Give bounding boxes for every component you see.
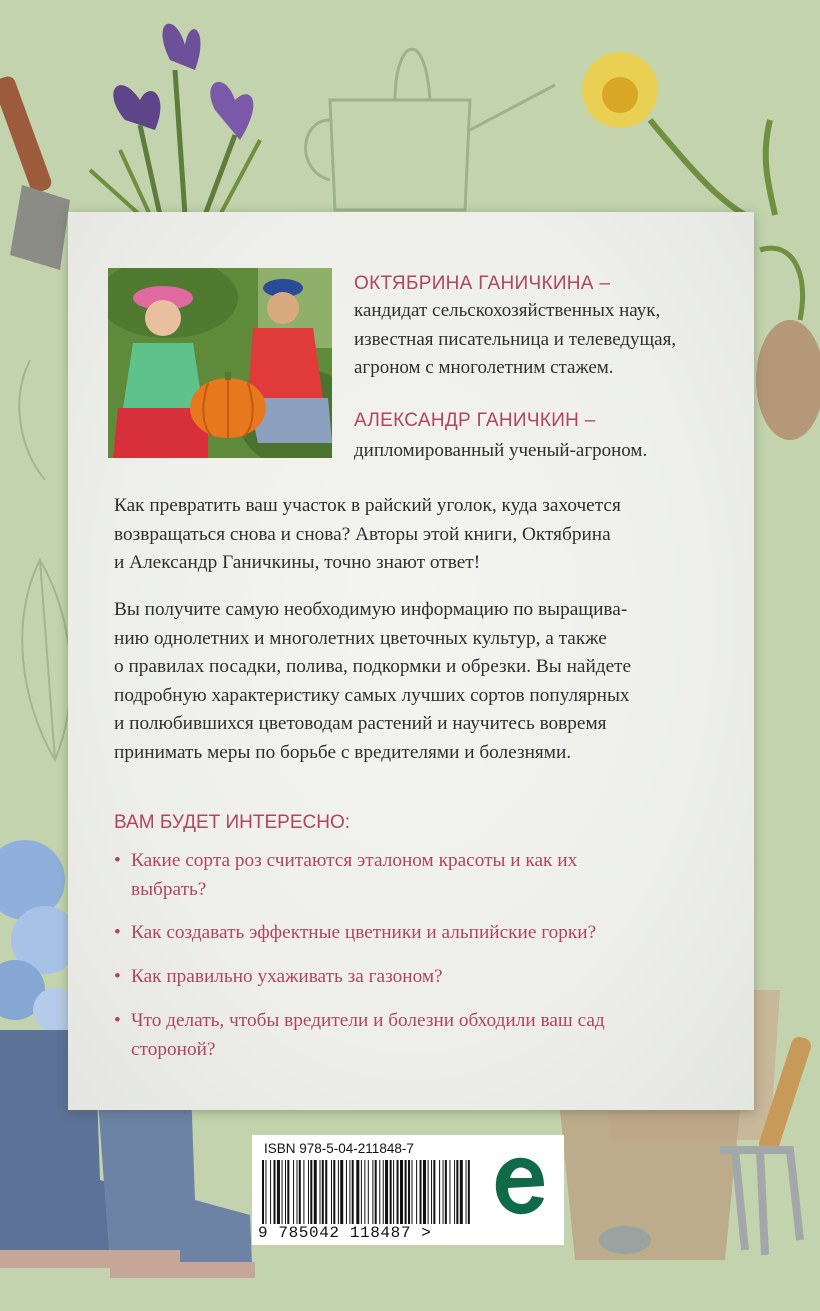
barcode-bar (320, 1160, 321, 1224)
barcode-bar (454, 1160, 455, 1224)
list-item-line: Что делать, чтобы вредители и болезни обходили ваш сад (131, 1010, 605, 1031)
barcode-bar (285, 1160, 286, 1224)
list-item (114, 962, 734, 991)
bullet-icon: • (114, 922, 121, 943)
author-2-line-1: дипломированный ученый-агроном. (354, 440, 648, 461)
barcode-bar (333, 1160, 335, 1224)
barcode-bar (466, 1160, 467, 1224)
barcode-bar (265, 1160, 266, 1224)
barcode-bar (443, 1160, 444, 1224)
intro-paragraph (114, 492, 724, 578)
barcode-bar (331, 1160, 332, 1224)
author-name-1: ОКТЯБРИНА ГАНИЧКИНА – (354, 273, 611, 294)
barcode-bar (340, 1160, 343, 1224)
bulb-icon (756, 248, 820, 440)
barcode-bar (449, 1160, 450, 1224)
barcode-bar (405, 1160, 407, 1224)
barcode-bar (439, 1160, 440, 1224)
barcode-bar (423, 1160, 426, 1224)
list-item-line: выбрать? (131, 879, 207, 900)
barcode-bar (270, 1160, 271, 1224)
barcode-bar (416, 1160, 417, 1224)
barcode-bar (297, 1160, 298, 1224)
intro-line-1: Как превратить ваш участок в райский уголок, куда захочется (114, 495, 621, 516)
barcode-bar (293, 1160, 294, 1224)
barcode-bar (308, 1160, 309, 1224)
watering-can-icon (306, 49, 555, 210)
barcode-bar (431, 1160, 432, 1224)
content-line-6: принимать меры по борьбе с вредителями и болезнями. (114, 741, 572, 763)
list-item (114, 918, 734, 947)
barcode-bar (385, 1160, 388, 1224)
daffodil-icon (582, 52, 775, 215)
barcode-bar (397, 1160, 399, 1224)
barcode-bar (287, 1160, 289, 1224)
barcode-bar (456, 1160, 458, 1224)
barcode-bar (390, 1160, 392, 1224)
barcode-bar (468, 1160, 470, 1224)
content-line-2: нию однолетних и многолетних цветочных культур, а также (114, 627, 607, 649)
barcode-bar (379, 1160, 380, 1224)
isbn-label: ISBN 978-5-04-211848-7 (264, 1141, 414, 1156)
barcode-bar (408, 1160, 410, 1224)
barcode-bar (412, 1160, 413, 1224)
list-item (114, 846, 734, 904)
barcode-bar (428, 1160, 429, 1224)
barcode-bar (372, 1160, 373, 1224)
barcode-bar (383, 1160, 384, 1224)
barcode-bar (375, 1160, 377, 1224)
author-name-2: АЛЕКСАНДР ГАНИЧКИН – (354, 410, 596, 431)
barcode-bar (325, 1160, 327, 1224)
barcode-bar (361, 1160, 362, 1224)
barcode-bar (277, 1160, 280, 1224)
publisher-logo-icon (490, 1152, 550, 1224)
author-description-2 (354, 437, 647, 466)
barcode-bar (356, 1160, 359, 1224)
barcode-bar (349, 1160, 350, 1224)
barcode-bar (299, 1160, 301, 1224)
barcode-bar (460, 1160, 463, 1224)
barcode-bar (314, 1160, 317, 1224)
barcode-bar (368, 1160, 369, 1224)
bullet-icon: • (114, 1010, 121, 1031)
barcode-digits: 9 785042 118487 > (258, 1224, 432, 1242)
barcode-bar (282, 1160, 283, 1224)
content-paragraph (114, 596, 724, 768)
barcode-bar (400, 1160, 403, 1224)
trowel-icon (0, 74, 70, 270)
barcode-bar (322, 1160, 324, 1224)
crocus-flowers-icon (90, 24, 260, 215)
barcode (262, 1160, 472, 1224)
intro-line-3: и Александр Ганичкины, точно знают ответ! (114, 552, 481, 574)
content-line-1: Вы получите самую необходимую информацию по выращива- (114, 599, 628, 620)
barcode-bar (338, 1160, 339, 1224)
list-item-line: стороной? (131, 1039, 216, 1060)
authors-photo (108, 268, 332, 458)
interest-heading: ВАМ БУДЕТ ИНТЕРЕСНО: (114, 812, 350, 833)
author-description-1 (354, 297, 676, 383)
bullet-icon: • (114, 966, 121, 987)
barcode-bar (346, 1160, 347, 1224)
author-1-line-2: известная писательница и телеведущая, (354, 328, 677, 350)
barcode-bar (352, 1160, 354, 1224)
list-item-line: Как правильно ухаживать за газоном? (131, 966, 443, 987)
author-1-line-3: агроном с многолетним стажем. (354, 357, 614, 378)
content-line-4: подробную характеристику самых лучших сортов популярных (114, 684, 630, 706)
list-item-line: Как создавать эффектные цветники и альпийские горки? (131, 922, 597, 943)
list-item (114, 1006, 734, 1064)
bullet-icon: • (114, 850, 121, 871)
barcode-bar (420, 1160, 422, 1224)
barcode-bar (445, 1160, 447, 1224)
barcode-bar (303, 1160, 304, 1224)
barcode-bar (364, 1160, 365, 1224)
content-line-5: и полюбившихся цветоводам растений и научитесь вовремя (114, 713, 607, 735)
barcode-bar (393, 1160, 394, 1224)
content-line-3: о правилах посадки, полива, подкормки и обрезки. Вы найдете (114, 656, 632, 678)
intro-line-2: возвращаться снова и снова? Авторы этой книги, Октябрина (114, 523, 611, 545)
author-1-line-1: кандидат сельскохозяйственных наук, (354, 300, 661, 321)
barcode-bar (310, 1160, 312, 1224)
barcode-bar (433, 1160, 435, 1224)
leaf-sketch-icon (19, 360, 70, 760)
barcode-bar (274, 1160, 276, 1224)
barcode-bar (262, 1160, 264, 1224)
list-item-line: Какие сорта роз считаются эталоном красоты и как их (131, 850, 578, 871)
